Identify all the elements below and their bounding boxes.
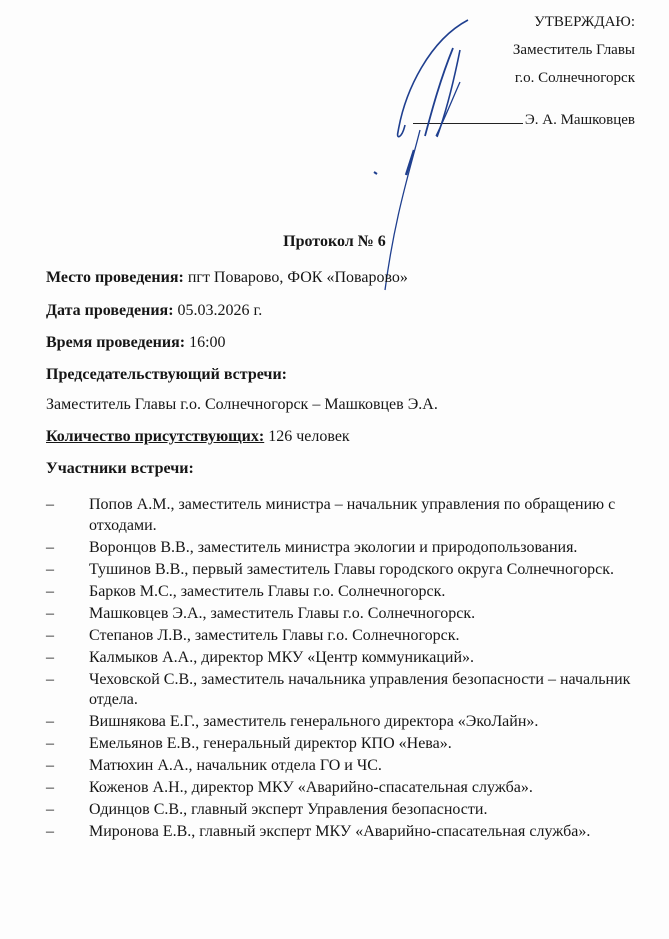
dash-marker: – bbox=[46, 648, 54, 666]
chair-value: Заместитель Главы г.о. Солнечногорск – Машковцев Э.А. bbox=[46, 396, 438, 413]
dash-marker: – bbox=[46, 626, 54, 644]
venue-row bbox=[46, 269, 408, 287]
list-item: – Барков М.С., заместитель Главы г.о. Солнечногорск. bbox=[46, 582, 646, 603]
dash-marker: – bbox=[46, 582, 54, 600]
participants-row bbox=[46, 460, 194, 478]
dash-marker: – bbox=[46, 670, 54, 688]
participants-list bbox=[46, 495, 646, 844]
list-item: – Вишнякова Е.Г., заместитель генерального директора «ЭкоЛайн». bbox=[46, 712, 646, 733]
venue-label: Место проведения: bbox=[46, 269, 184, 286]
date-label: Дата проведения: bbox=[46, 302, 174, 319]
signature-line bbox=[413, 109, 523, 124]
dash-marker: – bbox=[46, 496, 54, 513]
dash-marker: – bbox=[46, 757, 54, 774]
date-row bbox=[46, 302, 262, 320]
dash-marker: – bbox=[46, 560, 54, 578]
attendance-value: 126 человек bbox=[264, 428, 350, 445]
time-label: Время проведения: bbox=[46, 334, 186, 351]
venue-value: пгт Поварово, ФОК «Поварово» bbox=[183, 269, 408, 286]
dash-marker: – bbox=[46, 713, 54, 730]
list-item: – Тушинов В.В., первый заместитель Главы городского округа Солнечногорск. bbox=[46, 560, 646, 581]
list-item: – Степанов Л.В., заместитель Главы г.о. Солнечногорск. bbox=[46, 626, 646, 647]
list-item: – Емельянов Е.В., генеральный директор КПО «Нева». bbox=[46, 734, 646, 755]
dash-marker: – bbox=[46, 801, 54, 818]
approval-signatory: Э. А. Машковцев bbox=[524, 112, 635, 128]
protocol-title: Протокол № 6 bbox=[283, 233, 386, 250]
list-item: – Коженов А.Н., директор МКУ «Аварийно-спасательная служба». bbox=[46, 778, 646, 799]
approval-position-line2: г.о. Солнечногорск bbox=[514, 70, 635, 86]
dash-marker: – bbox=[46, 538, 54, 556]
dash-marker: – bbox=[46, 823, 54, 840]
approval-position-line1: Заместитель Главы bbox=[512, 42, 635, 58]
list-item: – Миронова Е.В., главный эксперт МКУ «Аварийно-спасательная служба». bbox=[46, 822, 646, 843]
approval-heading: УТВЕРЖДАЮ: bbox=[534, 14, 635, 30]
chair-row bbox=[46, 366, 287, 384]
participants-label: Участники встречи: bbox=[46, 460, 194, 477]
list-item: – Чеховской С.В., заместитель начальника управления безопасности – начальник отдела. bbox=[46, 670, 631, 708]
date-value: 05.03.2026 г. bbox=[173, 302, 263, 319]
list-item: – Воронцов В.В., заместитель министра экологии и природопользования. bbox=[46, 538, 646, 559]
list-item: – Одинцов С.В., главный эксперт Управления безопасности. bbox=[46, 800, 646, 821]
dash-marker: – bbox=[46, 604, 54, 622]
list-item: – Калмыков А.А., директор МКУ «Центр коммуникаций». bbox=[46, 648, 646, 669]
dash-marker: – bbox=[46, 735, 54, 752]
approval-signatory-row bbox=[413, 106, 635, 134]
dash-marker: – bbox=[46, 779, 54, 796]
list-item: – Попов А.М., заместитель министра – начальник управления по обращению с отходами. bbox=[46, 496, 616, 534]
chair-label: Председательствующий встречи: bbox=[46, 366, 287, 383]
time-row bbox=[46, 334, 226, 352]
time-value: 16:00 bbox=[185, 334, 226, 351]
attendance-row bbox=[46, 428, 350, 446]
list-item: – Матюхин А.А., начальник отдела ГО и ЧС. bbox=[46, 756, 646, 777]
approval-block bbox=[413, 8, 635, 134]
attendance-label: Количество присутствующих: bbox=[46, 428, 265, 445]
list-item: – Машковцев Э.А., заместитель Главы г.о. Солнечногорск. bbox=[46, 604, 646, 625]
